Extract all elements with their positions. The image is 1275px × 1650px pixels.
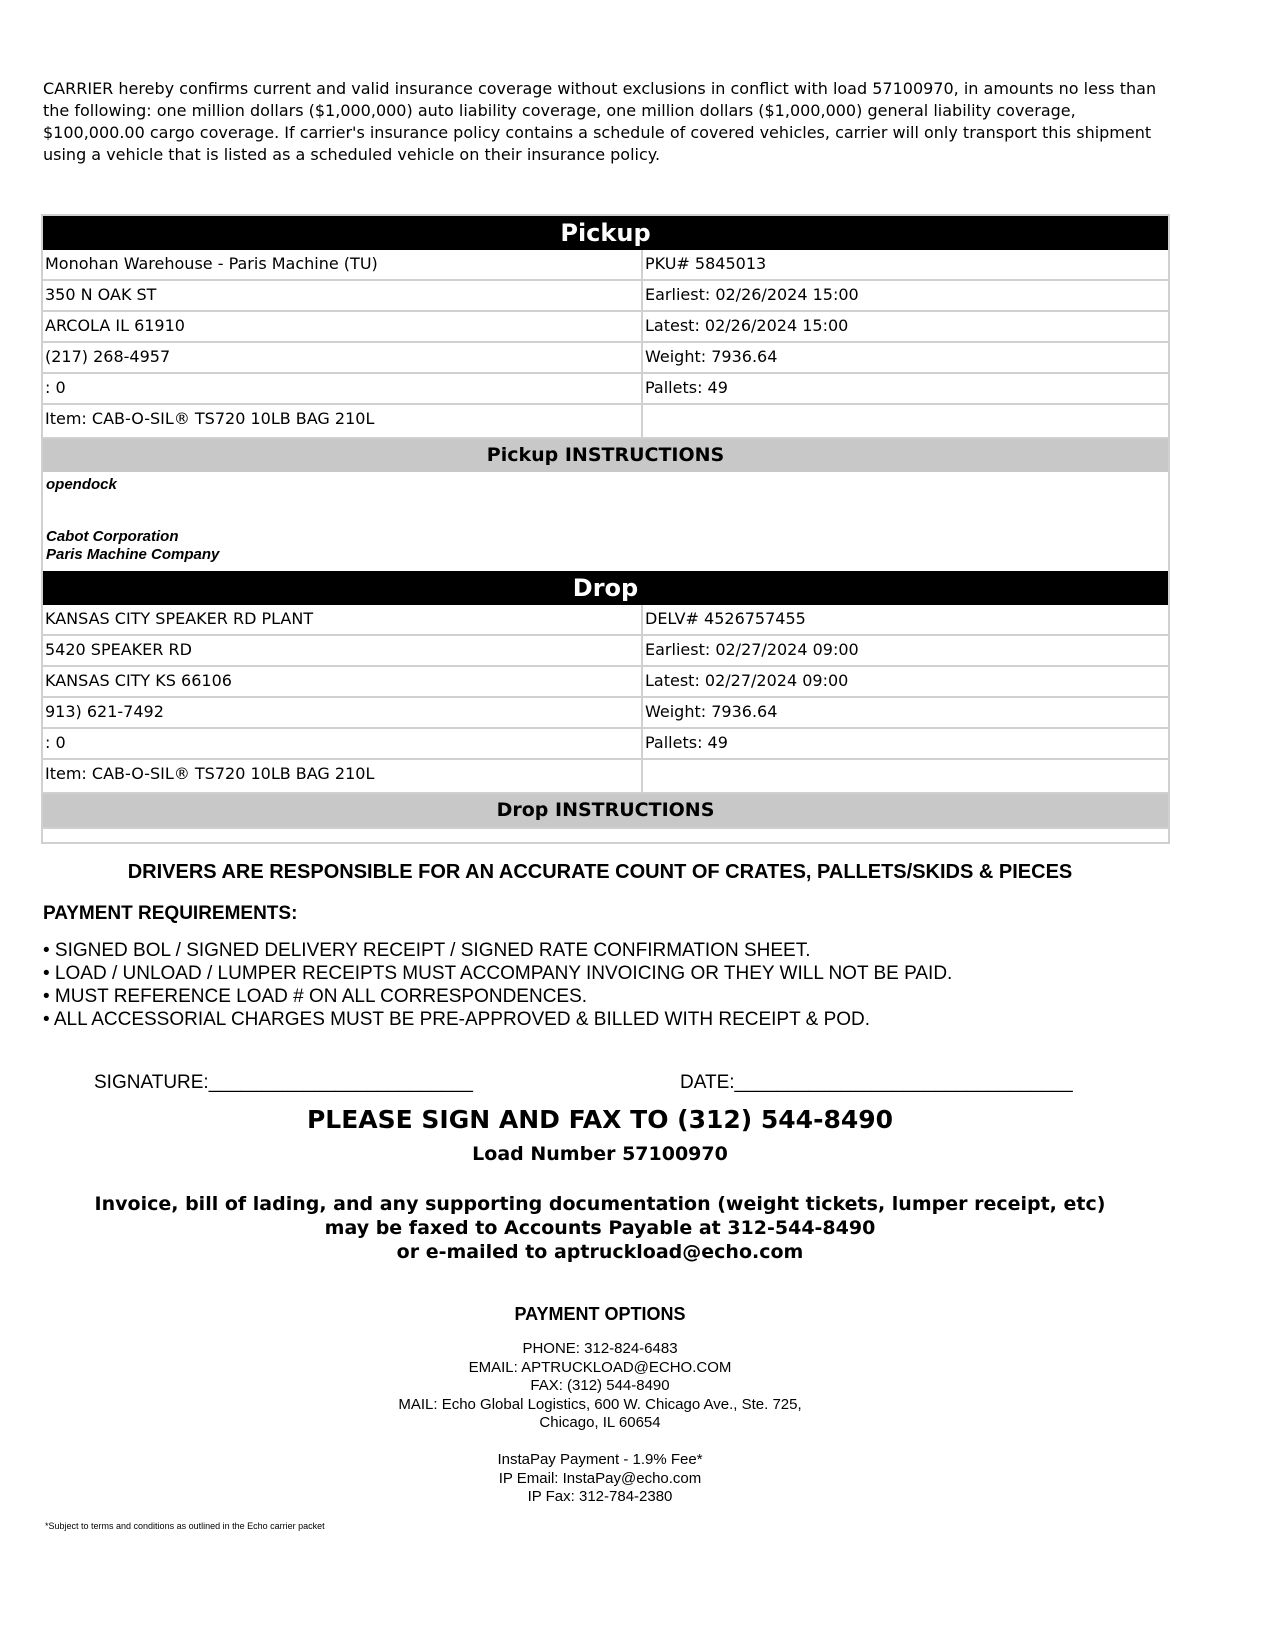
pickup-city: ARCOLA IL 61910 [43,312,643,343]
table-row [43,605,1168,636]
invoice-line: may be faxed to Accounts Payable at 312-544-8490 [324,1217,876,1239]
load-details-table [41,214,1170,844]
insurance-confirmation-text: CARRIER hereby confirms current and valid insurance coverage without exclusions in conflict with load 57100970, in amounts no less than the following: one million dollars ($1,000,000) auto liability coverage, one million dollars ($1,000,000) general liability coverage, $100,000.00 cargo coverage. If carrier's insurance policy contains a schedule of covered vehicles, carrier will only transport this shipment using a vehicle that is listed as a scheduled vehicle on their insurance policy. [43,79,1157,164]
payment-option-line: MAIL: Echo Global Logistics, 600 W. Chicago Ave., Ste. 725, [398,1395,802,1413]
table-row [43,312,1168,343]
pickup-heading: Pickup [43,216,1168,250]
list-item: • SIGNED BOL / SIGNED DELIVERY RECEIPT / SIGNED RATE CONFIRMATION SHEET. [43,940,811,961]
delivery-number: DELV# 4526757455 [643,605,1168,636]
table-row [43,374,1168,405]
drop-heading: Drop [43,571,1168,605]
payment-options-title: PAYMENT OPTIONS [514,1304,686,1324]
drop-city: KANSAS CITY KS 66106 [43,667,643,698]
drop-item: Item: CAB-O-SIL® TS720 10LB BAG 210L [43,760,643,794]
instapay-options [0,1451,1200,1507]
pickup-street: 350 N OAK ST [43,281,643,312]
list-item: • LOAD / UNLOAD / LUMPER RECEIPTS MUST ACCOMPANY INVOICING OR THEY WILL NOT BE PAID. [43,963,953,984]
list-item: • ALL ACCESSORIAL CHARGES MUST BE PRE-APPROVED & BILLED WITH RECEIPT & POD. [43,1009,871,1030]
drop-misc: : 0 [43,729,643,760]
table-row [43,281,1168,312]
payment-option-line: PHONE: 312-824-6483 [522,1340,678,1357]
pickup-instructions-body [43,472,1168,571]
pickup-pallets: Pallets: 49 [643,374,1168,405]
drop-instructions-heading: Drop INSTRUCTIONS [43,794,1168,827]
payment-option-line: Chicago, IL 60654 [539,1414,661,1431]
pickup-location-name: Monohan Warehouse - Paris Machine (TU) [43,250,643,281]
payment-option-line: FAX: (312) 544-8490 [530,1377,670,1394]
list-item: • MUST REFERENCE LOAD # ON ALL CORRESPONDENCES. [43,986,588,1007]
pickup-instruction-line: opendock [46,476,117,493]
pickup-phone: (217) 268-4957 [43,343,643,374]
drop-latest: Latest: 02/27/2024 09:00 [643,667,1168,698]
pickup-number: PKU# 5845013 [643,250,1168,281]
table-row [43,636,1168,667]
drop-street: 5420 SPEAKER RD [43,636,643,667]
payment-options-contacts [0,1340,1200,1433]
pickup-latest: Latest: 02/26/2024 15:00 [643,312,1168,343]
pickup-misc: : 0 [43,374,643,405]
drivers-notice: DRIVERS ARE RESPONSIBLE FOR AN ACCURATE COUNT OF CRATES, PALLETS/SKIDS & PIECES [127,861,1073,883]
load-number: Load Number 57100970 [472,1143,728,1165]
table-row [43,250,1168,281]
date-line[interactable]: DATE:________________________________ [680,1072,1073,1093]
drop-empty-cell [643,760,1168,794]
instapay-line: IP Email: InstaPay@echo.com [498,1469,702,1487]
table-row [43,343,1168,374]
pickup-weight: Weight: 7936.64 [643,343,1168,374]
table-row [43,760,1168,794]
instapay-line: IP Fax: 312-784-2380 [527,1488,673,1505]
invoice-instructions [0,1192,1200,1264]
drop-earliest: Earliest: 02/27/2024 09:00 [643,636,1168,667]
pickup-empty-cell [643,405,1168,439]
drop-rows [43,605,1168,794]
invoice-line: Invoice, bill of lading, and any supporting documentation (weight tickets, lumper receipt, etc) [94,1193,1106,1215]
pickup-rows [43,250,1168,439]
signature-line[interactable]: SIGNATURE:_________________________ [94,1072,473,1093]
payment-option-line: EMAIL: APTRUCKLOAD@ECHO.COM [468,1358,732,1376]
pickup-instruction-line: Paris Machine Company [46,546,220,563]
drop-location-name: KANSAS CITY SPEAKER RD PLANT [43,605,643,636]
fax-heading: PLEASE SIGN AND FAX TO (312) 544-8490 [306,1105,894,1134]
payment-requirements-title: PAYMENT REQUIREMENTS: [43,903,298,924]
table-row [43,729,1168,760]
payment-requirements-list [43,939,952,1031]
pickup-earliest: Earliest: 02/26/2024 15:00 [643,281,1168,312]
table-row [43,667,1168,698]
table-row [43,405,1168,439]
table-row [43,698,1168,729]
pickup-instruction-line: Cabot Corporation [46,528,179,545]
drop-phone: 913) 621-7492 [43,698,643,729]
pickup-item: Item: CAB-O-SIL® TS720 10LB BAG 210L [43,405,643,439]
invoice-line: or e-mailed to aptruckload@echo.com [396,1241,804,1263]
drop-weight: Weight: 7936.64 [643,698,1168,729]
pickup-instructions-heading: Pickup INSTRUCTIONS [43,439,1168,472]
instapay-line: InstaPay Payment - 1.9% Fee* [497,1451,703,1468]
footnote: *Subject to terms and conditions as outlined in the Echo carrier packet [45,1521,325,1531]
drop-instructions-body [43,827,1168,842]
drop-pallets: Pallets: 49 [643,729,1168,760]
